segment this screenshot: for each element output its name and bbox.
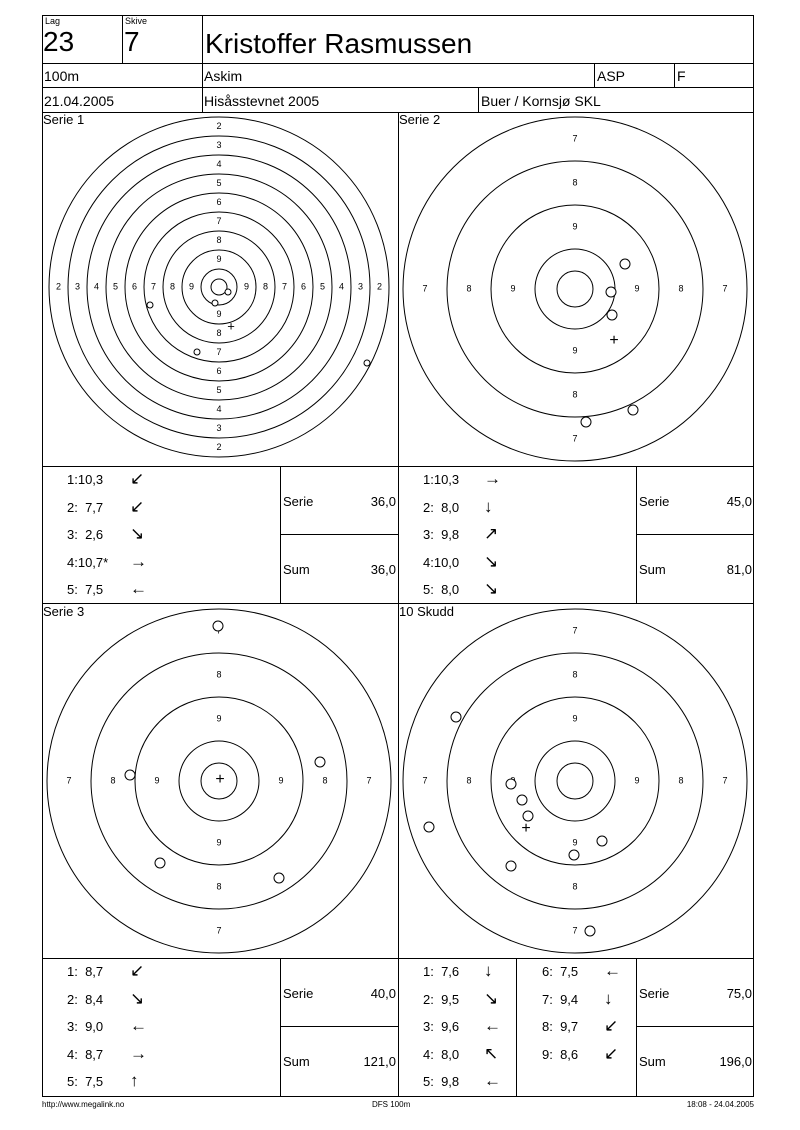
ring-label: 7 — [150, 281, 157, 292]
shot-direction-arrow-icon: ↑ — [130, 1071, 139, 1090]
shot-direction-arrow-icon: ↙ — [604, 1016, 619, 1035]
target-ring — [403, 117, 747, 461]
panel-title-10skudd: 10 Skudd — [399, 604, 454, 619]
shot-score: 5: 9,8 — [423, 1074, 460, 1089]
distance: 100m — [44, 68, 80, 84]
shot-direction-arrow-icon: → — [130, 551, 147, 571]
ring-label: 9 — [510, 283, 516, 294]
shot-hole — [606, 287, 616, 297]
ring-label: 6 — [131, 281, 138, 292]
shot-hole — [213, 621, 223, 631]
serie-label-1: Serie — [283, 494, 314, 509]
shot-score: 4: 8,0 — [423, 1046, 460, 1062]
ring-label: 3 — [216, 139, 222, 150]
ring-label: 7 — [722, 775, 728, 786]
target-center-ring — [557, 271, 593, 307]
shot-hole — [125, 770, 135, 780]
shot-hole — [585, 926, 595, 936]
shot-score: 3: 9,6 — [423, 1019, 460, 1034]
ring-label: 6 — [216, 196, 222, 207]
target-ring — [87, 155, 351, 419]
lag-value: 23 — [43, 26, 75, 57]
ring-label: 9 — [216, 253, 222, 264]
shooter-name: Kristoffer Rasmussen — [205, 28, 473, 59]
ring-label: 9 — [154, 775, 160, 786]
ring-label: 5 — [216, 177, 222, 188]
target-serie1 — [42, 112, 398, 466]
shot-direction-arrow-icon: ↘ — [130, 988, 145, 1008]
ring-label: 8 — [466, 775, 472, 786]
footer-timestamp: 18:08 - 24.04.2005 — [686, 1100, 754, 1109]
shot-direction-arrow-icon: ↓ — [484, 496, 493, 516]
ring-label: 9 — [188, 281, 195, 292]
ring-label: 8 — [110, 775, 116, 786]
shot-hole — [225, 289, 231, 295]
shot-direction-arrow-icon: ↓ — [604, 988, 613, 1008]
ring-label: 9 — [634, 283, 640, 294]
ring-label: 2 — [55, 281, 62, 292]
target-ring — [535, 249, 615, 329]
shot-score: 5: 7,5 — [67, 1074, 104, 1089]
ring-label: 8 — [262, 281, 269, 292]
shot-hole — [315, 757, 325, 767]
shot-direction-arrow-icon: ↙ — [130, 469, 145, 488]
ring-label: 8 — [572, 881, 578, 892]
lag-label: Lag — [45, 16, 61, 26]
ring-label: 9 — [572, 345, 578, 356]
ring-label: 4 — [93, 281, 100, 292]
shot-hole — [424, 822, 434, 832]
sum-label-2: Sum — [639, 562, 666, 577]
panel-title-serie1: Serie 1 — [43, 112, 85, 127]
ring-label: 7 — [572, 133, 578, 144]
ring-label: 8 — [169, 281, 176, 292]
shot-direction-arrow-icon: ↖ — [484, 1043, 499, 1063]
shot-direction-arrow-icon: ← — [130, 579, 147, 598]
shot-hole — [212, 300, 218, 306]
ring-label: 7 — [216, 925, 222, 936]
sum-label-1: Sum — [283, 562, 310, 577]
group-center-mark: + — [609, 332, 619, 350]
target-serie2 — [398, 112, 754, 466]
shot-direction-arrow-icon: ← — [484, 1071, 501, 1090]
shot-hole — [506, 861, 516, 871]
shot-hole — [451, 712, 461, 722]
ring-label: 4 — [216, 158, 222, 169]
ring-label: 9 — [572, 837, 578, 848]
shot-hole — [506, 779, 516, 789]
ring-label: 9 — [278, 775, 284, 786]
shot-direction-arrow-icon: → — [130, 1043, 147, 1063]
footer-url[interactable]: http://www.megalink.no — [42, 1100, 125, 1109]
ring-label: 7 — [572, 925, 578, 936]
club: Askim — [204, 68, 243, 84]
class-letter: F — [677, 68, 686, 84]
shot-direction-arrow-icon: ← — [484, 1016, 501, 1035]
shot-direction-arrow-icon: ← — [604, 961, 621, 980]
skive-value: 7 — [124, 26, 140, 57]
shot-score: 6: 7,5 — [542, 964, 579, 979]
ring-label: 8 — [572, 389, 578, 400]
shot-score: 1: 7,6 — [423, 964, 460, 979]
shot-hole — [147, 302, 153, 308]
ring-label: 7 — [422, 775, 428, 786]
ring-label: 8 — [216, 881, 222, 892]
ring-label: 7 — [366, 775, 372, 786]
footer-program: DFS 100m — [372, 1100, 411, 1109]
shot-hole — [620, 259, 630, 269]
shot-score: 1:10,3 — [67, 472, 104, 487]
ring-label: 5 — [319, 281, 326, 292]
shot-direction-arrow-icon: ↘ — [130, 524, 145, 543]
sum-value-4: 196,0 — [719, 1054, 752, 1069]
shot-hole — [607, 310, 617, 320]
ring-label: 3 — [216, 422, 222, 433]
ring-label: 8 — [572, 669, 578, 680]
shot-direction-arrow-icon: ↙ — [130, 961, 145, 980]
ring-label: 7 — [422, 283, 428, 294]
ring-label: 9 — [216, 837, 222, 848]
shot-score: 2: 8,4 — [67, 991, 104, 1007]
ring-label: 8 — [678, 283, 684, 294]
shot-hole — [364, 360, 370, 366]
ring-label: 5 — [112, 281, 119, 292]
ring-label: 4 — [216, 403, 222, 414]
shot-hole — [155, 858, 165, 868]
venue: Buer / Kornsjø SKL — [481, 93, 601, 109]
target-serie3 — [42, 604, 398, 958]
target-ring — [163, 231, 275, 343]
ring-label: 2 — [216, 441, 222, 452]
shot-score: 2: 9,5 — [423, 991, 460, 1007]
ring-label: 7 — [572, 625, 578, 636]
ring-label: 3 — [357, 281, 364, 292]
shot-direction-arrow-icon: ↙ — [604, 1043, 619, 1063]
shot-score: 1:10,3 — [423, 472, 460, 487]
serie-value-3: 40,0 — [370, 986, 396, 1001]
shot-score: 1: 8,7 — [67, 964, 104, 979]
ring-label: 7 — [66, 775, 72, 786]
ring-label: 9 — [572, 221, 578, 232]
sum-value-1: 36,0 — [370, 562, 396, 577]
ring-label: 2 — [216, 120, 222, 131]
shot-score: 8: 9,7 — [542, 1019, 579, 1034]
target-center-ring — [557, 763, 593, 799]
target-ring — [447, 161, 703, 417]
ring-label: 6 — [300, 281, 307, 292]
shot-direction-arrow-icon: ← — [130, 1016, 147, 1035]
ring-label: 8 — [572, 177, 578, 188]
target-10skudd — [398, 604, 754, 958]
shot-score: 5: 8,0 — [423, 582, 460, 597]
sum-label-3: Sum — [283, 1054, 310, 1069]
shot-direction-arrow-icon: → — [484, 469, 501, 488]
serie-value-2: 45,0 — [726, 494, 752, 509]
shot-hole — [274, 873, 284, 883]
serie-label-3: Serie — [283, 986, 314, 1001]
shot-hole — [517, 795, 527, 805]
shot-hole — [597, 836, 607, 846]
ring-label: 8 — [216, 669, 222, 680]
ring-label: 7 — [572, 433, 578, 444]
shot-score: 3: 9,0 — [67, 1019, 104, 1034]
ring-label: 3 — [74, 281, 81, 292]
group-center-mark: + — [227, 318, 235, 334]
panel-title-serie2: Serie 2 — [399, 112, 441, 127]
ring-label: 9 — [216, 308, 222, 319]
shot-direction-arrow-icon: ↘ — [484, 551, 499, 571]
ring-label: 7 — [216, 346, 222, 357]
ring-label: 7 — [216, 215, 222, 226]
shot-hole — [581, 417, 591, 427]
ring-label: 9 — [243, 281, 250, 292]
shot-hole — [628, 405, 638, 415]
shot-score: 3: 9,8 — [423, 527, 460, 542]
shot-score: 9: 8,6 — [542, 1046, 579, 1062]
sum-value-3: 121,0 — [363, 1054, 396, 1069]
shot-score: 2: 8,0 — [423, 499, 460, 515]
target-ring — [403, 609, 747, 953]
shot-score: 4: 8,7 — [67, 1046, 104, 1062]
ring-label: 8 — [216, 327, 222, 338]
shot-hole — [569, 850, 579, 860]
ring-label: 5 — [216, 384, 222, 395]
panel-title-serie3: Serie 3 — [43, 604, 85, 619]
shot-direction-arrow-icon: ↗ — [484, 524, 499, 543]
event-name: Hisåsstevnet 2005 — [204, 93, 320, 109]
ring-label: 6 — [216, 365, 222, 376]
ring-label: 7 — [281, 281, 288, 292]
ring-label: 8 — [678, 775, 684, 786]
shot-direction-arrow-icon: ↓ — [484, 961, 493, 980]
shot-score: 4:10,7* — [67, 554, 109, 570]
shot-score: 2: 7,7 — [67, 499, 104, 515]
ring-label: 4 — [338, 281, 345, 292]
ring-label: 7 — [722, 283, 728, 294]
skive-label: Skive — [125, 16, 148, 26]
group-center-mark: + — [521, 820, 531, 838]
club-cell — [202, 63, 595, 88]
shot-hole — [194, 349, 200, 355]
serie-value-4: 75,0 — [726, 986, 752, 1001]
shot-score: 4:10,0 — [423, 554, 460, 570]
ring-label: 8 — [322, 775, 328, 786]
target-ring — [535, 741, 615, 821]
sum-label-4: Sum — [639, 1054, 666, 1069]
shot-score: 3: 2,6 — [67, 527, 104, 542]
ring-label: 9 — [572, 713, 578, 724]
shot-direction-arrow-icon: ↙ — [130, 496, 145, 516]
ring-label: 2 — [376, 281, 383, 292]
target-ring — [447, 653, 703, 909]
skudd-col-divider — [516, 958, 517, 1097]
serie-label-2: Serie — [639, 494, 670, 509]
sum-value-2: 81,0 — [726, 562, 752, 577]
ring-label: 9 — [634, 775, 640, 786]
serie-value-1: 36,0 — [370, 494, 396, 509]
serie-label-4: Serie — [639, 986, 670, 1001]
class-code: ASP — [597, 68, 626, 84]
date: 21.04.2005 — [44, 93, 115, 109]
shot-score: 5: 7,5 — [67, 582, 104, 597]
ring-label: 8 — [216, 234, 222, 245]
group-center-mark: + — [215, 771, 225, 789]
ring-label: 9 — [216, 713, 222, 724]
shot-direction-arrow-icon: ↘ — [484, 988, 499, 1008]
shot-score: 7: 9,4 — [542, 991, 579, 1007]
ring-label: 8 — [466, 283, 472, 294]
shot-direction-arrow-icon: ↘ — [484, 579, 499, 598]
target-ring — [201, 269, 237, 305]
